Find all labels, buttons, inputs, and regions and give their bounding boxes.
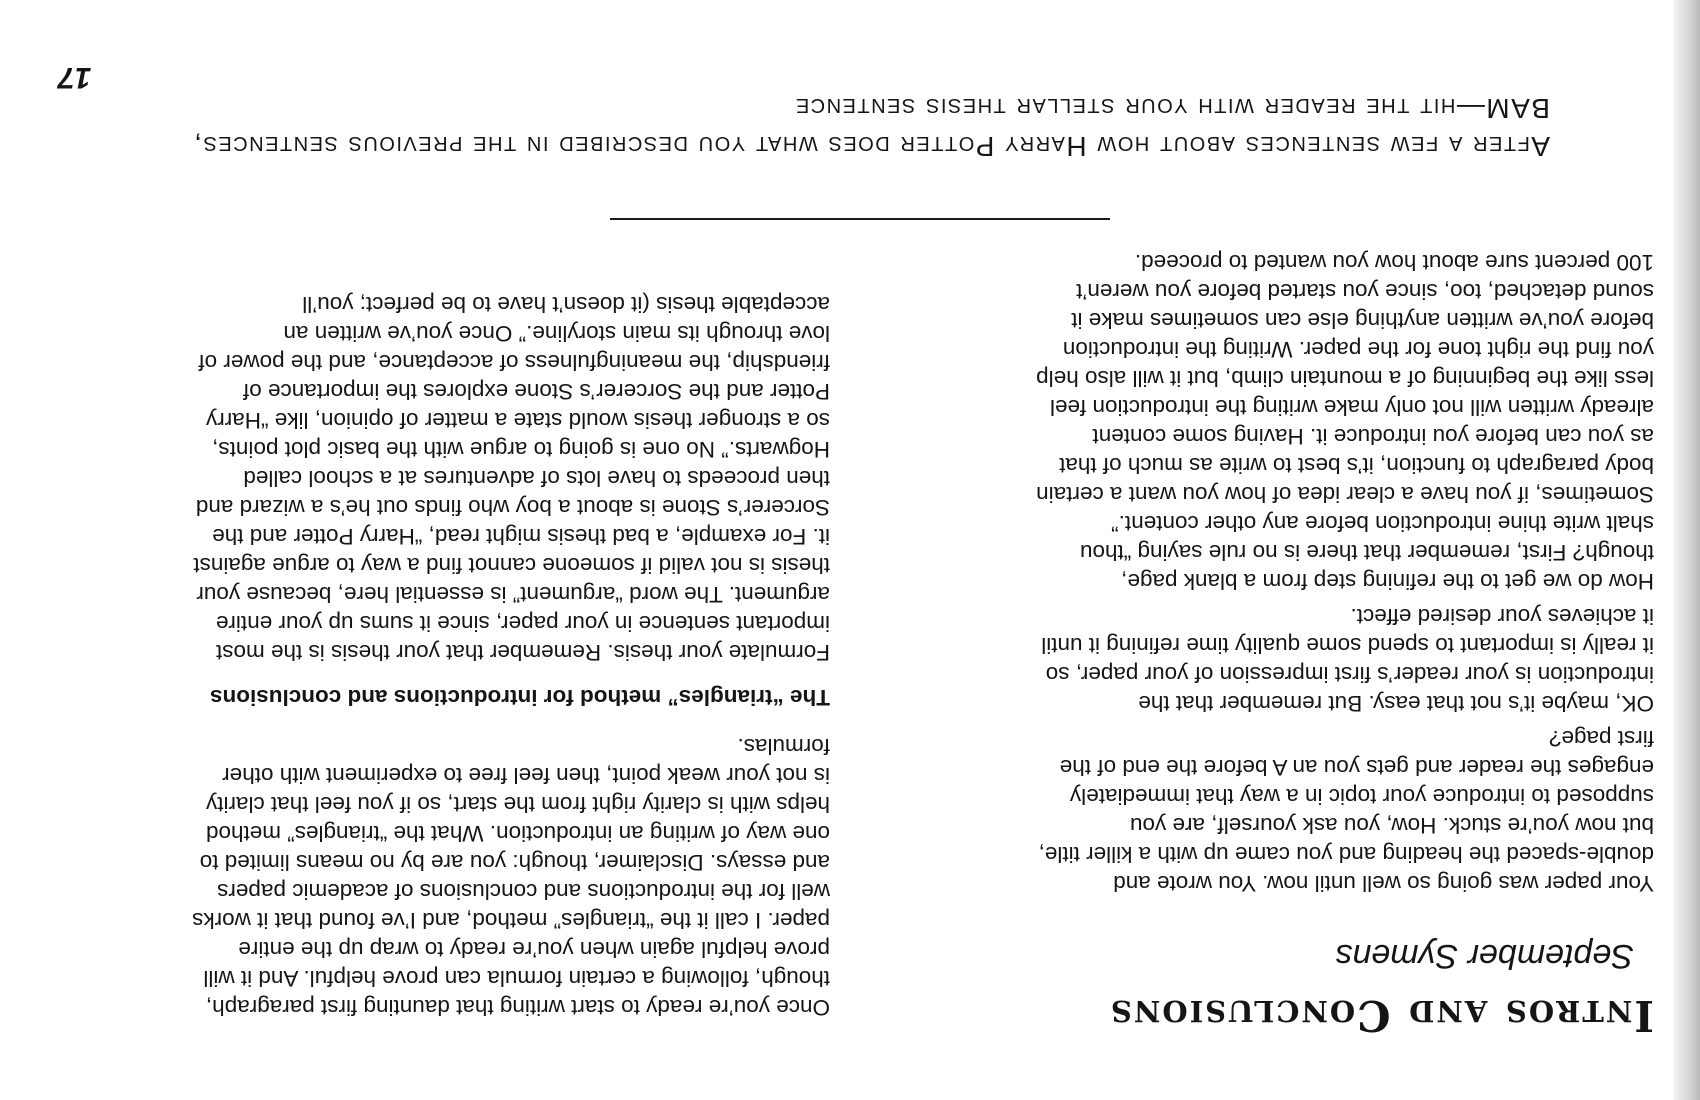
footer-divider — [610, 218, 1110, 220]
article-title: Intros and Conclusions — [1108, 991, 1654, 1040]
section-heading: The “triangles” method for introductions and conclusions — [209, 685, 830, 710]
article-author: September Symens — [1335, 937, 1634, 975]
paragraph: Your paper was going so well until now. You wrote and double-spaced the heading and you came up with a killer title, but now you’re stuck. How, you ask yourself, are you supposed to introduce your topic in a way that immediately engages the reader and gets you an A before the end of the first page? — [1038, 726, 1654, 896]
paragraph: Once you’re ready to start writing that daunting first paragraph, though, following a certain formula can prove helpful. And it will prove helpful again when you’re ready to wrap up the entire paper. I call it the “triangles” method, and I’ve found that it works well for the introductions and conclusions of academic papers and essays. Disclaimer, though: you are by no means limited to one way of writing an introduction. What the “triangles” method helps with is clarity right from the start, so if you feel that clarity is not your weak point, then feel free to experiment with other formulas. — [192, 734, 830, 1020]
page-binding-shadow — [1674, 0, 1700, 1100]
right-column — [190, 284, 830, 1022]
paragraph: How do we get to the refining step from a blank page, though? First, remember that there is no rule saying “thou shalt write thine introduction before any other content.” Sometimes, if you have a clear idea of how you want a certain body paragraph to function, it’s best to write as much of that as you can before you introduce it. Having some content already written will not only make writing the introduction feel less like the beginning of a mountain climb, but it will also help you find the right tone for the paper. Writing the introduction before you’ve written anything else can sometimes make it sound detached, too, since you started before you weren’t 100 percent sure about how you wanted to proceed. — [1036, 250, 1654, 594]
footer-callout: After a few sentences about how Harry Potter does what you described in the previous sentences, BAM—hit the reader with your stellar thesis sentence — [192, 93, 1550, 162]
paragraph: OK, maybe it’s not that easy. But remember that the introduction is your reader’s first impression of your paper, so it really is important to spend some quality time refining it until it achieves your desired effect. — [1041, 604, 1654, 716]
page-number: 17 — [58, 61, 92, 94]
paragraph: Formulate your thesis. Remember that your thesis is the most important sentence in your paper, since it sums up your entire argument. The word “argument” is essential here, because your thesis is not valid if someone cannot find a way to argue against it. For example, a bad thesis might read, “Harry Potter and the Sorcerer’s Stone is about a boy who finds out he’s a wizard and then proceeds to have lots of adventures at a school called Hogwarts.” No one is going to argue with the basic plot points, so a stronger thesis would state a matter of opinion, like “Harry Potter and the Sorcerer’s Stone explores the importance of friendship, the meaningfulness of acceptance, and the power of love through its main storyline.” Once you’ve written an acceptable thesis (it doesn’t have to be perfect; you’ll — [193, 292, 830, 665]
left-column — [1034, 242, 1654, 1040]
